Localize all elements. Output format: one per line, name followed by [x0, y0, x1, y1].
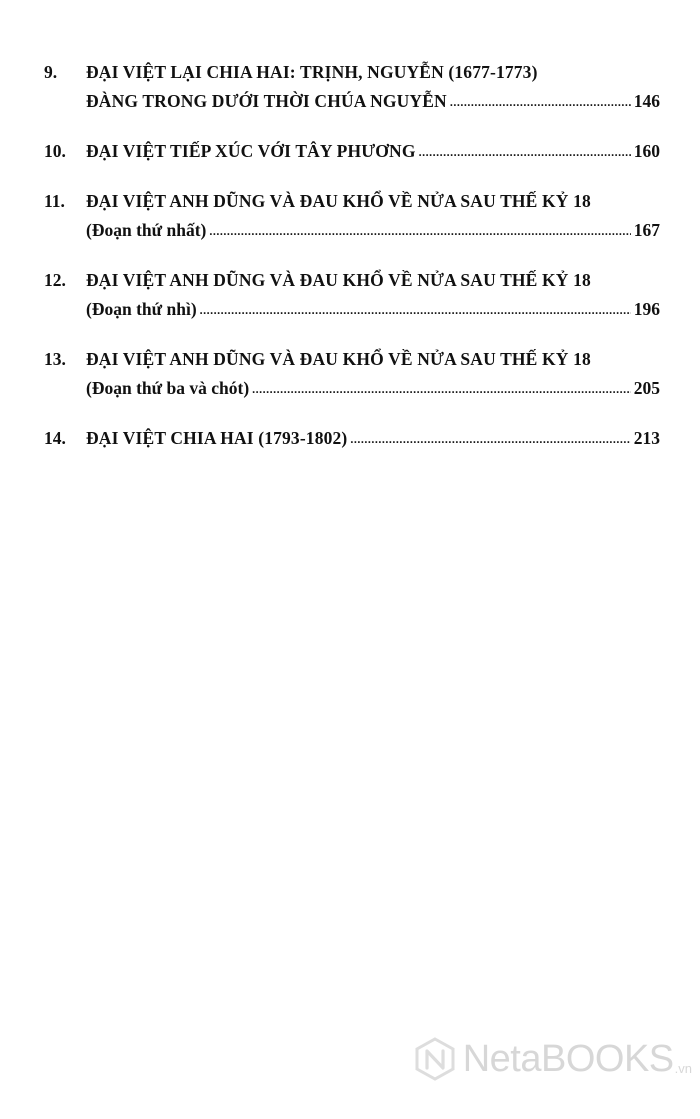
- page-number: 205: [633, 378, 660, 398]
- dot-leader: [209, 215, 630, 246]
- toc-line: [44, 424, 660, 455]
- toc-line: [44, 266, 660, 295]
- dot-leader: [200, 294, 631, 325]
- toc-line: [44, 58, 660, 87]
- toc-entry-14[interactable]: [44, 424, 660, 455]
- entry-title-continued: ĐÀNG TRONG DƯỚI THỜI CHÚA NGUYỄN: [86, 91, 447, 111]
- entry-subtitle: (Đoạn thứ nhất): [86, 220, 207, 240]
- entry-title: ĐẠI VIỆT ANH DŨNG VÀ ĐAU KHỔ VỀ NỬA SAU THẾ KỶ 18: [86, 191, 591, 211]
- entry-number: 11.: [44, 191, 65, 211]
- page-number: 146: [633, 91, 660, 111]
- toc-entry-13[interactable]: [44, 345, 660, 405]
- entry-subtitle: (Đoạn thứ ba và chót): [86, 378, 250, 398]
- dot-leader: [252, 373, 631, 404]
- page-number: 160: [633, 141, 660, 161]
- toc-line: [44, 87, 660, 118]
- page-number: 167: [633, 220, 660, 240]
- entry-title: ĐẠI VIỆT CHIA HAI (1793-1802): [86, 428, 348, 448]
- dot-leader: [450, 86, 631, 117]
- toc-entry-9[interactable]: [44, 58, 660, 118]
- entry-title: ĐẠI VIỆT TIẾP XÚC VỚI TÂY PHƯƠNG: [86, 141, 416, 161]
- entry-subtitle: (Đoạn thứ nhì): [86, 299, 197, 319]
- entry-number: 13.: [44, 349, 66, 369]
- netabooks-watermark: [413, 1037, 692, 1081]
- toc-entry-12[interactable]: [44, 266, 660, 326]
- toc-line: [44, 137, 660, 168]
- entry-number: 9.: [44, 62, 58, 82]
- entry-number: 10.: [44, 141, 66, 161]
- dot-leader: [419, 136, 631, 167]
- entry-number: 14.: [44, 428, 66, 448]
- watermark-brand: NetaBOOKS: [462, 1037, 674, 1080]
- entry-number: 12.: [44, 270, 66, 290]
- entry-title: ĐẠI VIỆT ANH DŨNG VÀ ĐAU KHỔ VỀ NỬA SAU THẾ KỶ 18: [86, 349, 591, 369]
- toc-line: [44, 374, 660, 405]
- toc-line: [44, 216, 660, 247]
- toc-entry-11[interactable]: [44, 187, 660, 247]
- dot-leader: [350, 423, 630, 454]
- page-number: 213: [633, 428, 660, 448]
- toc-line: [44, 187, 660, 216]
- toc-entry-10[interactable]: [44, 137, 660, 168]
- toc-line: [44, 295, 660, 326]
- watermark-suffix: .vn: [674, 1060, 692, 1076]
- toc-line: [44, 345, 660, 374]
- page-number: 196: [633, 299, 660, 319]
- entry-title: ĐẠI VIỆT ANH DŨNG VÀ ĐAU KHỔ VỀ NỬA SAU THẾ KỶ 18: [86, 270, 591, 290]
- netabooks-logo-icon: [413, 1037, 457, 1081]
- entry-title: ĐẠI VIỆT LẠI CHIA HAI: TRỊNH, NGUYỄN (1677-1773): [86, 62, 538, 82]
- table-of-contents: [44, 58, 660, 474]
